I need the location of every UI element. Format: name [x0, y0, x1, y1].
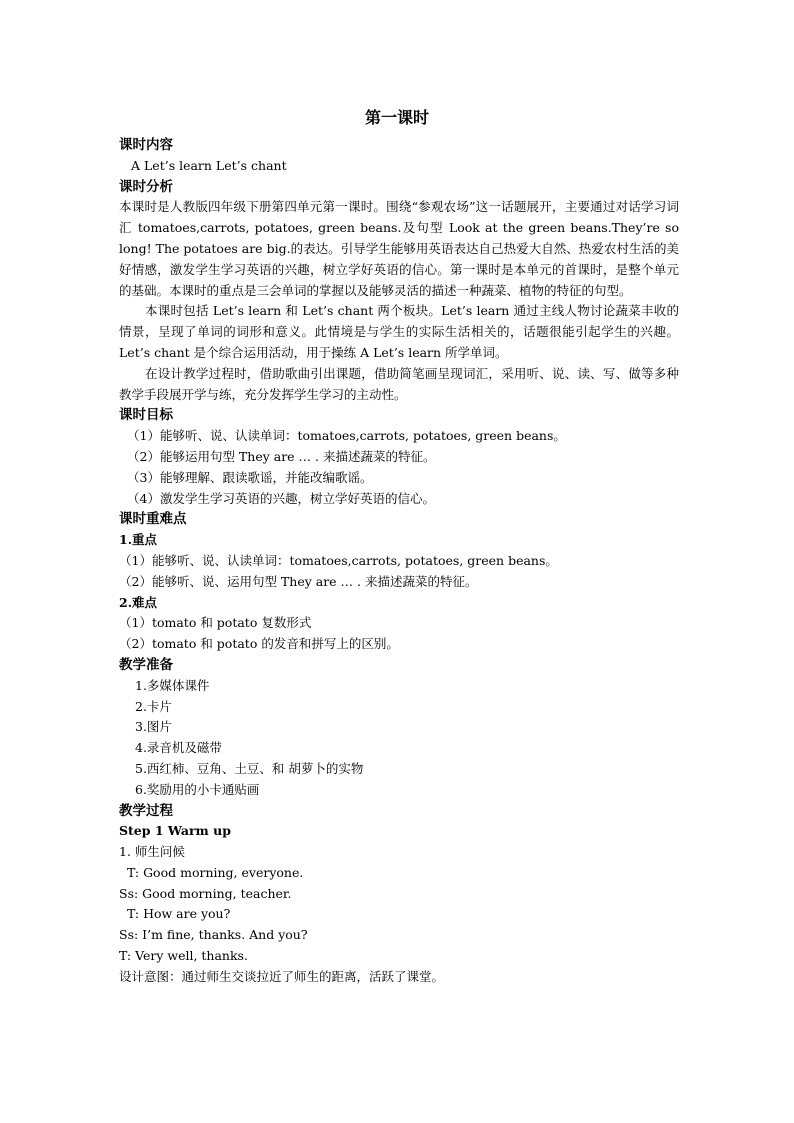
goal-item: （3）能够理解、跟读歌谣，并能改编歌谣。	[127, 469, 373, 485]
step-heading: Step 1 Warm up	[119, 823, 231, 839]
analysis-heading: 课时分析	[119, 178, 173, 195]
key-point-item: （2）能够听、说、运用句型 They are … . 来描述蔬菜的特征。	[119, 573, 478, 589]
analysis-paragraph-2: 本课时包括 Let’s learn 和 Let’s chant 两个板块。Let’s learn 通过主线人物讨论蔬菜丰收的情景，呈现了单词的词形和意义。此情境是与学生的实际生活相关的，话题很能引起学生的兴趣。Let’s chant 是个综合运用活动，用于操练 A Let’s learn 所学单词。	[119, 303, 679, 360]
difficulty-heading: 2.难点	[119, 594, 158, 610]
prep-item: 6.奖励用的小卡通贴画	[135, 781, 260, 797]
design-note: 设计意图：通过师生交谈拉近了师生的距离，活跃了课堂。	[119, 968, 445, 984]
key-point-heading: 1.重点	[119, 532, 158, 548]
step-subheading: 1. 师生问候	[119, 844, 185, 860]
document-body	[119, 135, 679, 988]
prep-item: 1.多媒体课件	[135, 677, 210, 693]
goal-item: （2）能够运用句型 They are … . 来描述蔬菜的特征。	[127, 448, 436, 464]
difficulty-item: （2）tomato 和 potato 的发音和拼写上的区别。	[119, 636, 399, 652]
document-title: 第一课时	[364, 108, 429, 127]
prep-item: 3.图片	[135, 719, 172, 735]
dialog-line: T: Very well, thanks.	[119, 948, 248, 964]
analysis-paragraph-3: 在设计教学过程时，借助歌曲引出课题，借助简笔画呈现词汇，采用听、说、读、写、做等多种教学手段展开学与练，充分发挥学生学习的主动性。	[119, 365, 679, 402]
prep-item: 4.录音机及磁带	[135, 740, 222, 756]
dialog-line: Ss: Good morning, teacher.	[119, 885, 292, 901]
prep-item: 5.西红柿、豆角、土豆、和 胡萝卜的实物	[135, 760, 364, 776]
dialog-line: T: Good morning, everyone.	[127, 864, 304, 880]
difficulty-item: （1）tomato 和 potato 复数形式	[119, 615, 312, 631]
goal-item: （4）激发学生学习英语的兴趣，树立学好英语的信心。	[127, 490, 435, 506]
content-heading: 课时内容	[119, 137, 173, 153]
key-difficulty-heading: 课时重难点	[119, 511, 187, 528]
dialog-line: T: How are you?	[127, 906, 231, 922]
dialog-line: Ss: I’m fine, thanks. And you?	[119, 927, 308, 943]
prep-item: 2.卡片	[135, 698, 172, 714]
process-heading: 教学过程	[119, 802, 173, 819]
key-point-item: （1）能够听、说、认读单词：tomatoes,carrots, potatoes, green beans。	[119, 552, 558, 568]
goal-item: （1）能够听、说、认读单词：tomatoes,carrots, potatoes, green beans。	[127, 428, 566, 444]
content-line: A Let’s learn Let’s chant	[131, 157, 287, 173]
goals-heading: 课时目标	[119, 407, 173, 424]
prep-heading: 教学准备	[119, 656, 173, 673]
analysis-paragraph-1: 本课时是人教版四年级下册第四单元第一课时。围绕“参观农场”这一话题展开，主要通过对话学习词汇 tomatoes,carrots, potatoes, green beans.及句型 Look at the green beans.They’re so long! The potatoes are big.的表达。引导学生能够用英语表达自己热爱大自然、热爱农村生活的美好情感，激发学生学习英语的兴趣，树立学好英语的信心。第一课时是本单元的首课时，是整个单元的基础。本课时的重点是三会单词的掌握以及能够灵活的描述一种蔬菜、植物的特征的句型。	[119, 199, 679, 298]
